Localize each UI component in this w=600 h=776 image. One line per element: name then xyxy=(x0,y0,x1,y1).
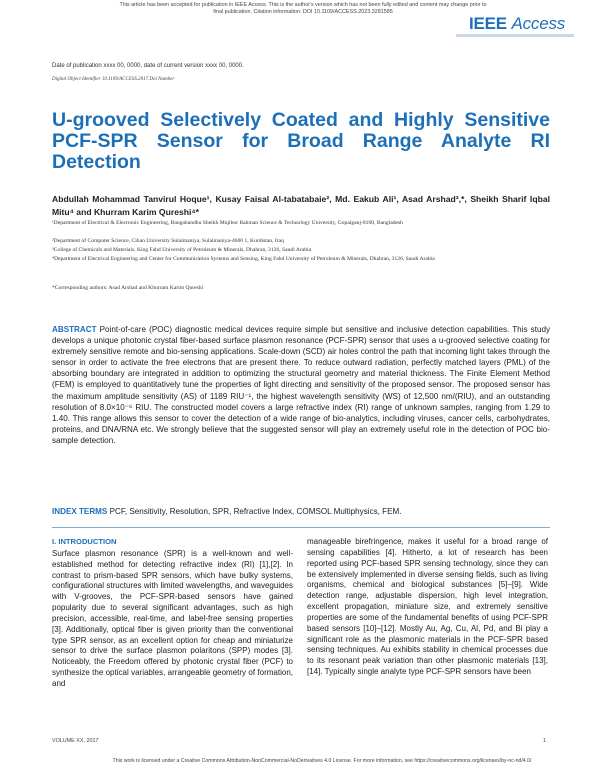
author-list: Abdullah Mohammad Tanvirul Hoque¹, Kusay Faisal Al-tabatabaie², Md. Eakub Ali¹, Asad Arshad³,*, Sheikh Sharif Iqbal Mitu⁴ and Khurram Karim Qureshi⁴* xyxy=(52,194,550,217)
page-number: 1 xyxy=(543,738,546,744)
abstract xyxy=(52,324,550,446)
affiliation-3: ³College of Chemicals and Materials, King Fahd University of Petroleum & Minerals, Dhahran, 3126, Saudi Arabia xyxy=(52,247,312,253)
corresponding-authors: *Corresponding authors: Asad Arshad and Khurram Karim Qureshi xyxy=(52,285,204,291)
abstract-label: ABSTRACT xyxy=(52,325,97,334)
paper-title: U-grooved Selectively Coated and Highly Sensitive PCF-SPR Sensor for Broad Range Analyte RI Detection xyxy=(52,109,550,173)
publication-notice: This article has been accepted for publication in IEEE Access. This is the author's version which has not been fully edited and content may change prior to final publication. Citation information: DOI 10.1109/ACCESS.2023.3281585 xyxy=(119,2,487,16)
body-column-right xyxy=(307,537,548,678)
volume-footer: VOLUME XX, 2017 xyxy=(52,738,99,744)
doi-line: Digital Object Identifier 10.1109/ACCESS.2017.Doi Number xyxy=(52,77,175,82)
index-terms xyxy=(52,506,550,517)
intro-left-text: Surface plasmon resonance (SPR) is a well-known and well-established method for detecting refractive index (RI) [1],[2]. In contrast to prism-based SPR sensors, which have bulky systems, configurational structures with limited wavelengths, and waveguides with V-grooves, the PCF-SPR-based sensors have gained popularity due to several significant advantages, such as high precision, accessible, real-time, and label-free sensing properties [3]. Additionally, optical fiber is given priority than the conventional type SPR sensor, as an excellent option for cheap and miniaturize sensor to drive the surface plasmon polaritons (SPP) modes [3]. Noticeably, the Freedom offered by photonic crystal fiber (PCF) to synthesize the optical variables, arrangeable geometry of formation, and xyxy=(52,548,293,688)
affiliation-1: ¹Department of Electrical & Electronic Engineering, Bangabandhu Sheikh Mujibur Rahman Science & Technology University, Gopalganj-8100, Bangladesh xyxy=(52,220,403,226)
logo-ieee-text: IEEE xyxy=(469,14,507,33)
intro-right-text: manageable birefringence, makes it useful for a broad range of sensing capabilities [4]. Hitherto, a lot of research has been reported using PCF-based SPR sensing technology, since they can be extensively implemented in diverse sensing fields, such as living organisms, chemical and biological substances [5]–[9]. Wide detection range, adjustable dispersion, high level integration, excellent propagation, miniature size, and extremely sensitive properties are some of the fundamental benefits of using PCF-SPR based sensors [10]–[12]. Mostly Au, Ag, Cu, Al, Pd, and Bi play a significant role as the plasmonic materials in the PCF-SPR based sensing techniques. Au exhibits stability in chemical processes due to its resonant peak variation than other plasmonic materials [13],[14]. Typically single analyte type PCF-SPR sensors have been xyxy=(307,537,548,677)
affiliation-2: ²Department of Computer Science, Cihan University Sulaimaniya, Sulaimaniya-4600 1, Kurdistan, Iraq xyxy=(52,238,284,244)
logo-tagline-bar xyxy=(456,34,574,37)
publication-dateline: Date of publication xxxx 00, 0000, date of current version xxxx 00, 0000. xyxy=(52,63,244,69)
index-terms-label: INDEX TERMS xyxy=(52,507,108,516)
license-notice: This work is licensed under a Creative Commons Attribution-NonCommercial-NoDerivatives 4.0 License. For more information, see https://creativecommons.org/licenses/by-nc-nd/4.0/ xyxy=(112,758,532,764)
section-heading-introduction: I. INTRODUCTION xyxy=(52,537,117,546)
ieee-access-logo xyxy=(469,14,565,34)
abstract-text: Point-of-care (POC) diagnostic medical devices require simple but sensitive and inclusive detection capabilities. This study develops a unique photonic crystal fiber-based surface plasmon resonance (PCF-SPR) sensor that uses a u-grooved selective coating for extremely sensitive remote and bio-sensing applications. Scale-down (SCD) air holes control the path that incoming light takes through the sensor in order to activate the free electrons that are present there. To reduce outward radiation, perfectly matched layers (PML) of the absorbing boundary are integrated in addition to optimizing the structural geometry and material thickness. The Finite Element Method (FEM) is employed to quantitatively tune the properties of light directing and sensitivity of the proposed sensor. The proposed sensor has the maximum amplitude sensitivity (AS) of 1189 RIU⁻¹, the highest wavelength sensitivity (WS) of 12,500 nm/(RIU), and an outstanding resolution of 8.0×10⁻⁶ RIU. The constructed model covers a large refractive index (RI) range of unknown samples, ranging from 1.29 to 1.40. This range allows this sensor to cover the detection of a wide range of bio-analytics, including viruses, cancer cells, carbohydrates, proteins, and DNA/RNA etc. We strongly believe that the suggested sensor will play an extremely useful role in the detection of POC bio-sample detection. xyxy=(52,325,550,445)
affiliation-4: ⁴Department of Electrical Engineering and Center for Communication Systems and Sensing, King Fahd University of Petroleum & Minerals, Dhahran, 3126, Saudi Arabia xyxy=(52,256,435,262)
body-column-left xyxy=(52,537,293,690)
logo-access-text: Access xyxy=(511,14,566,33)
index-terms-text: PCF, Sensitivity, Resolution, SPR, Refractive Index, COMSOL Multiphysics, FEM. xyxy=(109,507,402,516)
section-divider xyxy=(52,527,550,528)
